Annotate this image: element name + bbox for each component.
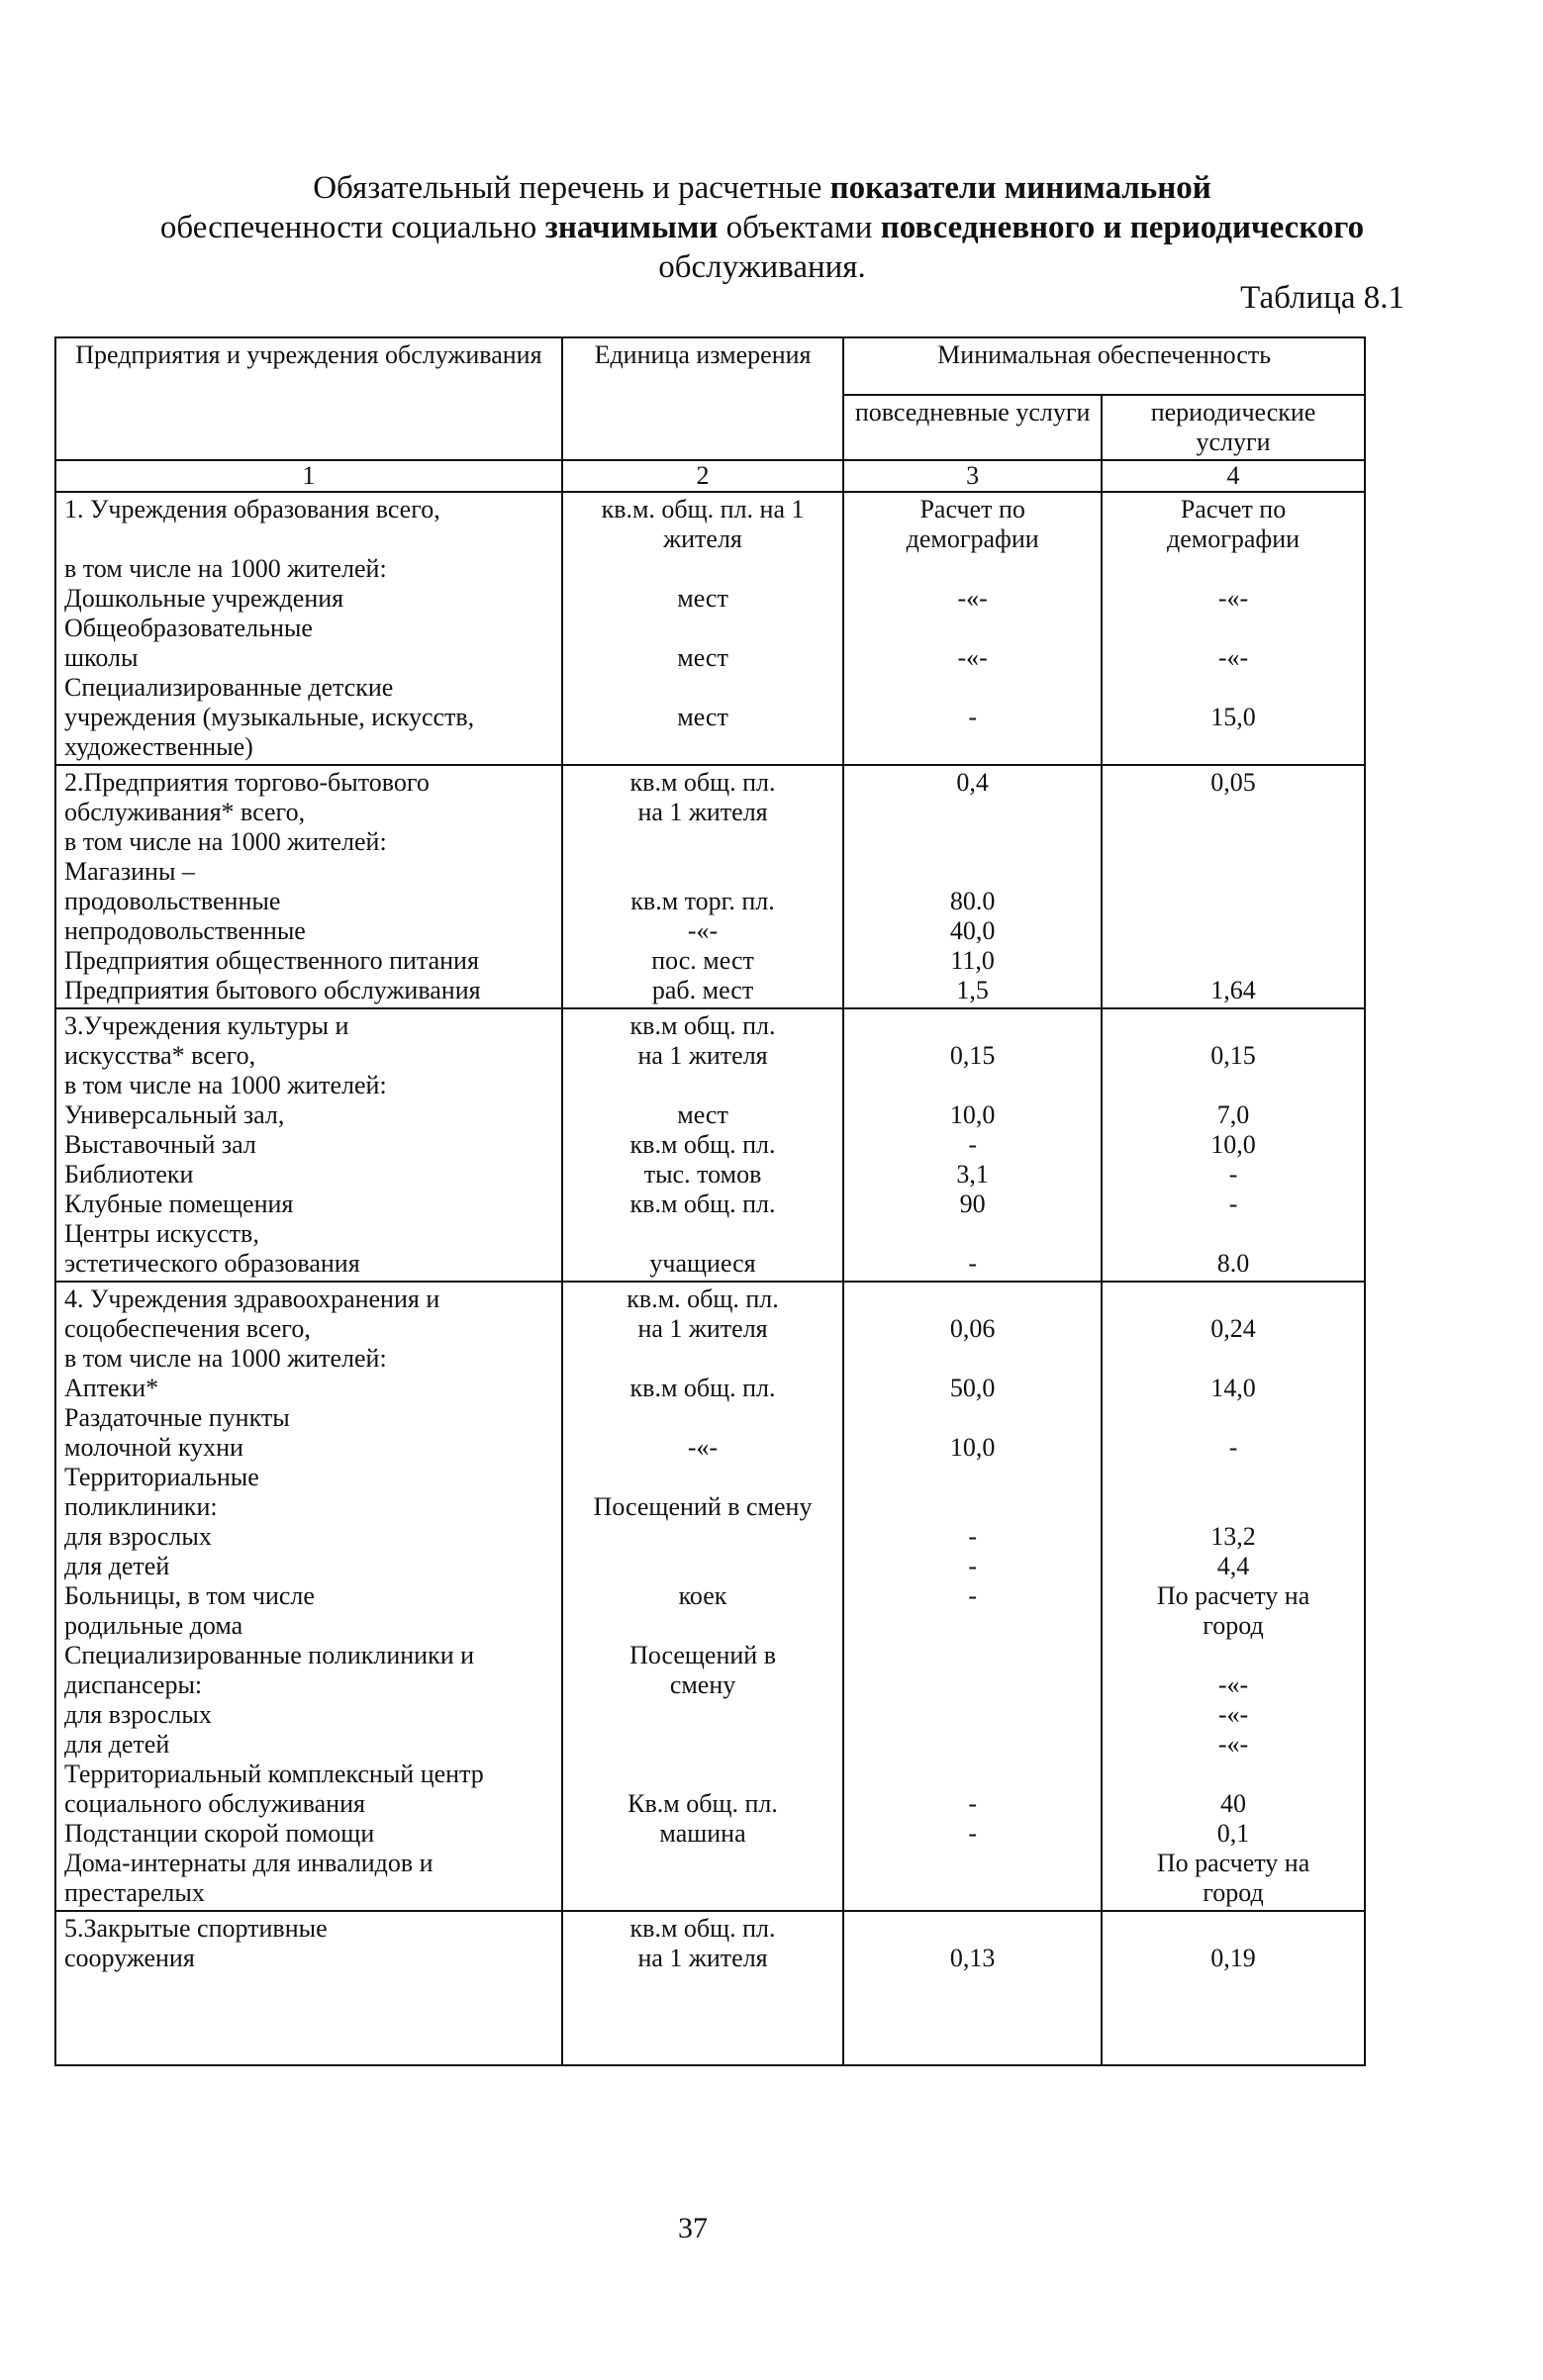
cell-line <box>571 1611 834 1641</box>
cell-line <box>1110 1285 1356 1314</box>
cell-line: сооружения <box>64 1944 195 1972</box>
cell-line <box>1110 1914 1356 1944</box>
cell-line <box>852 1403 1093 1433</box>
cell-line: -«- <box>1217 584 1249 613</box>
cell-line: -«- <box>687 916 719 945</box>
cell-c2 <box>562 1911 843 2065</box>
cell-line: на 1 жителя <box>637 1944 768 1972</box>
cell-line: для детей <box>64 1730 170 1759</box>
cell-line <box>852 1641 1093 1670</box>
cell-line <box>852 1344 1093 1374</box>
cell-line <box>571 1700 834 1730</box>
cell-line: престарелых <box>64 1878 205 1907</box>
cell-line: демографии <box>906 524 1039 553</box>
cell-line: в том числе на 1000 жителей: <box>64 1344 387 1373</box>
cell-line <box>852 1730 1093 1760</box>
cell-line: обслуживания* всего, <box>64 798 306 826</box>
cell-line: 40 <box>1220 1789 1247 1818</box>
cell-line: на 1 жителя <box>637 1041 768 1070</box>
cell-line: 11,0 <box>950 946 995 975</box>
cell-line <box>571 614 834 643</box>
cell-line: в том числе на 1000 жителей: <box>64 554 387 583</box>
page-number: 37 <box>678 2212 708 2244</box>
cell-line: жителя <box>663 524 742 553</box>
cell-line: -«- <box>957 584 988 613</box>
cell-line <box>1110 732 1356 762</box>
document-title <box>79 168 1445 287</box>
cell-line: Центры искусств, <box>64 1219 259 1248</box>
cell-line <box>571 1760 834 1789</box>
title-line2-bold2: повседневного и периодического <box>880 210 1365 245</box>
title-line2-bold1: значимыми <box>544 210 719 245</box>
cell-line <box>571 827 834 857</box>
cell-line: на 1 жителя <box>637 1314 768 1343</box>
cell-line: Дома-интернаты для инвалидов и <box>64 1849 434 1877</box>
cell-c4 <box>1102 765 1365 1008</box>
cell-line: продовольственные <box>64 887 281 915</box>
cell-c4 <box>1102 492 1365 765</box>
cell-line: 0,06 <box>949 1314 996 1343</box>
cell-line <box>852 798 1093 827</box>
cell-line <box>571 1522 834 1552</box>
cell-line <box>1110 614 1356 643</box>
cell-line: Магазины – <box>64 857 195 886</box>
cell-line: для взрослых <box>64 1522 212 1551</box>
cell-line: молочной кухни <box>64 1433 243 1462</box>
cell-line: 4. Учреждения здравоохранения и <box>64 1285 440 1313</box>
cell-line: 15,0 <box>1210 703 1256 731</box>
cell-line: кв.м общ. пл. <box>629 1130 776 1159</box>
cell-line <box>1110 1463 1356 1492</box>
cell-line: Больницы, в том числе <box>64 1581 315 1610</box>
cell-line <box>852 1071 1093 1100</box>
cell-line: пос. мест <box>651 946 754 975</box>
cell-line: школы <box>64 643 139 672</box>
cell-line: - <box>968 1522 977 1551</box>
title-line1-bold: показатели минимальной <box>829 170 1211 206</box>
cell-line: -«- <box>687 1433 719 1462</box>
cell-c1 <box>55 765 562 1008</box>
cell-line <box>852 1463 1093 1492</box>
cell-line: для детей <box>64 1552 170 1580</box>
cell-line: Территориальный комплексный центр <box>64 1760 484 1788</box>
cell-line <box>571 1403 834 1433</box>
cell-line: город <box>1203 1611 1264 1640</box>
cell-line <box>852 1849 1093 1878</box>
cell-line: Предприятия общественного питания <box>64 946 479 975</box>
cell-line <box>852 1011 1093 1041</box>
cell-line <box>1110 1403 1356 1433</box>
cell-line: -«- <box>957 643 988 672</box>
cell-c3 <box>843 1282 1102 1911</box>
cell-c3 <box>843 765 1102 1008</box>
header-col2: Единица измерения <box>562 337 843 460</box>
cell-line: в том числе на 1000 жителей: <box>64 827 387 856</box>
cell-line: кв.м. общ. пл. <box>627 1285 779 1313</box>
header-group: Минимальная обеспеченность <box>843 337 1365 395</box>
cell-line <box>1110 857 1356 887</box>
cell-line <box>1110 798 1356 827</box>
cell-line <box>1110 1641 1356 1670</box>
cell-line <box>571 1463 834 1492</box>
cell-line <box>1110 554 1356 584</box>
cell-line <box>64 524 553 554</box>
cell-line: - <box>1228 1433 1238 1462</box>
cell-line: Универсальный зал, <box>64 1100 285 1129</box>
cell-line: город <box>1203 1878 1264 1907</box>
cell-line: демографии <box>1166 524 1301 553</box>
cell-line: кв.м. общ. пл. на 1 <box>601 495 805 524</box>
cell-line: 0,15 <box>949 1041 996 1070</box>
cell-line: Посещений в <box>629 1641 776 1669</box>
cell-c1 <box>55 1282 562 1911</box>
cell-line <box>571 1849 834 1878</box>
cell-line: непродовольственные <box>64 916 306 945</box>
cell-line: Специализированные поликлиники и <box>64 1641 475 1669</box>
title-line1-plain: Обязательный перечень и расчетные <box>313 170 830 206</box>
cell-line <box>852 1760 1093 1789</box>
cell-line: машина <box>659 1819 746 1848</box>
cell-line: 8.0 <box>1216 1249 1250 1278</box>
cell-line <box>1110 1760 1356 1789</box>
cell-line: тыс. томов <box>643 1160 762 1189</box>
cell-line: - <box>1228 1190 1238 1218</box>
cell-line <box>852 1285 1093 1314</box>
cell-line: Выставочный зал <box>64 1130 256 1159</box>
cell-line: 2.Предприятия торгово-бытового <box>64 768 430 797</box>
cell-line: Общеобразовательные <box>64 614 313 642</box>
cell-line: 0,15 <box>1210 1041 1256 1070</box>
cell-line: Аптеки* <box>64 1374 159 1402</box>
cell-line: Дошкольные учреждения <box>64 584 344 613</box>
cell-c2 <box>562 1282 843 1911</box>
cell-line: смену <box>669 1670 736 1699</box>
provision-table <box>54 336 1366 2066</box>
cell-line <box>852 554 1093 584</box>
cell-line: 3.Учреждения культуры и <box>64 1011 349 1040</box>
cell-line: 0,13 <box>949 1944 996 1972</box>
cell-line <box>1110 946 1356 976</box>
cell-line: - <box>968 1249 977 1278</box>
cell-line: -«- <box>1217 1700 1249 1729</box>
cell-line: учреждения (музыкальные, искусств, <box>64 703 475 731</box>
table-row <box>55 1282 1365 1911</box>
cell-line <box>1110 1492 1356 1522</box>
cell-line: - <box>968 1581 977 1610</box>
cell-line: кв.м общ. пл. <box>629 768 776 797</box>
cell-line: - <box>968 1819 977 1848</box>
table-caption: Таблица 8.1 <box>1240 280 1404 316</box>
cell-line <box>852 1611 1093 1641</box>
cell-c1 <box>55 1911 562 2065</box>
col-number-3: 3 <box>843 460 1102 492</box>
cell-c2 <box>562 765 843 1008</box>
header-col3: повседневные услуги <box>843 395 1102 460</box>
cell-line <box>571 1878 834 1908</box>
cell-line: Расчет по <box>1180 495 1287 524</box>
cell-line: 7,0 <box>1216 1100 1250 1129</box>
cell-line: 0,05 <box>1210 768 1256 797</box>
cell-c3 <box>843 1911 1102 2065</box>
cell-line: - <box>968 703 977 731</box>
cell-line <box>1110 916 1356 946</box>
title-line2-plain1: обеспеченности социально <box>159 210 545 245</box>
cell-line: 1,64 <box>1210 976 1256 1004</box>
cell-line: социального обслуживания <box>64 1789 365 1818</box>
cell-line <box>852 1670 1093 1700</box>
cell-line <box>571 732 834 762</box>
cell-line: эстетического образования <box>64 1249 360 1278</box>
cell-line: 5.Закрытые спортивные <box>64 1914 328 1943</box>
title-line3: обслуживания. <box>658 249 866 285</box>
cell-line <box>571 1344 834 1374</box>
cell-line: 14,0 <box>1210 1374 1256 1402</box>
cell-line <box>1110 1219 1356 1249</box>
cell-line: - <box>1228 1160 1238 1189</box>
cell-line: 13,2 <box>1210 1522 1256 1551</box>
cell-line: 0,24 <box>1210 1314 1256 1343</box>
col-number-1: 1 <box>55 460 562 492</box>
cell-line <box>571 1552 834 1581</box>
cell-line: -«- <box>1217 1730 1249 1759</box>
title-line2-plain2: объектами <box>718 210 881 245</box>
cell-line: коек <box>678 1581 727 1610</box>
cell-line: 1,5 <box>956 976 989 1004</box>
cell-line: мест <box>677 1100 728 1129</box>
cell-line: мест <box>677 584 728 613</box>
cell-line: 0,4 <box>956 768 989 797</box>
cell-c4 <box>1102 1008 1365 1282</box>
cell-line <box>571 554 834 584</box>
cell-line: 10,0 <box>949 1100 996 1129</box>
table-row <box>55 765 1365 1008</box>
cell-line: Раздаточные пункты <box>64 1403 290 1432</box>
cell-line <box>1110 1071 1356 1100</box>
cell-line <box>1110 673 1356 703</box>
cell-line: Посещений в смену <box>593 1492 813 1521</box>
cell-line <box>852 1878 1093 1908</box>
cell-c1 <box>55 492 562 765</box>
header-col1: Предприятия и учреждения обслуживания <box>55 337 562 460</box>
cell-line <box>571 1730 834 1760</box>
cell-line: Предприятия бытового обслуживания <box>64 976 481 1004</box>
cell-line: 3,1 <box>956 1160 989 1189</box>
cell-line: Расчет по <box>919 495 1025 524</box>
table-row <box>55 1911 1365 2065</box>
cell-line <box>852 614 1093 643</box>
cell-line <box>1110 887 1356 916</box>
cell-line <box>852 1700 1093 1730</box>
cell-line: кв.м общ. пл. <box>629 1374 776 1402</box>
cell-line: Специализированные детские <box>64 673 394 702</box>
col-number-2: 2 <box>562 460 843 492</box>
cell-line: 40,0 <box>949 916 996 945</box>
cell-line: Территориальные <box>64 1463 259 1491</box>
cell-line <box>852 1914 1093 1944</box>
cell-line: диспансеры: <box>64 1670 203 1699</box>
col-number-4: 4 <box>1102 460 1365 492</box>
cell-line: учащиеся <box>649 1249 756 1278</box>
cell-line: 90 <box>959 1190 986 1218</box>
cell-line: для взрослых <box>64 1700 212 1729</box>
cell-line <box>571 1071 834 1100</box>
table-row <box>55 1008 1365 1282</box>
cell-line: По расчету на <box>1156 1581 1310 1610</box>
cell-line: художественные) <box>64 732 253 761</box>
cell-line: 10,0 <box>1210 1130 1256 1159</box>
cell-line: 50,0 <box>949 1374 996 1402</box>
cell-c3 <box>843 492 1102 765</box>
cell-line: мест <box>677 643 728 672</box>
cell-line: Кв.м общ. пл. <box>627 1789 778 1818</box>
cell-line <box>571 673 834 703</box>
table-body <box>55 492 1365 2065</box>
cell-line: Библиотеки <box>64 1160 194 1189</box>
cell-line: 0,1 <box>1216 1819 1250 1848</box>
cell-line: в том числе на 1000 жителей: <box>64 1071 387 1099</box>
cell-line: соцобеспечения всего, <box>64 1314 311 1343</box>
cell-line: 80.0 <box>949 887 996 915</box>
cell-line: По расчету на <box>1156 1849 1310 1877</box>
cell-c2 <box>562 1008 843 1282</box>
cell-line: 10,0 <box>949 1433 996 1462</box>
cell-line <box>852 1219 1093 1249</box>
cell-line: мест <box>677 703 728 731</box>
cell-line: родильные дома <box>64 1611 243 1640</box>
cell-line: - <box>968 1552 977 1580</box>
cell-line: -«- <box>1217 1670 1249 1699</box>
cell-line: искусства* всего, <box>64 1041 256 1070</box>
cell-c4 <box>1102 1911 1365 2065</box>
cell-line: кв.м общ. пл. <box>629 1914 776 1943</box>
cell-line: кв.м торг. пл. <box>630 887 775 915</box>
cell-line: раб. мест <box>651 976 754 1004</box>
cell-line <box>852 857 1093 887</box>
cell-line: - <box>968 1789 977 1818</box>
cell-c2 <box>562 492 843 765</box>
cell-line: Клубные помещения <box>64 1190 294 1218</box>
cell-c1 <box>55 1008 562 1282</box>
cell-line: 1. Учреждения образования всего, <box>64 495 440 524</box>
cell-line <box>1110 1344 1356 1374</box>
cell-line <box>1110 1011 1356 1041</box>
table-row <box>55 492 1365 765</box>
cell-line <box>852 732 1093 762</box>
cell-line <box>852 827 1093 857</box>
cell-line: 4,4 <box>1216 1552 1250 1580</box>
cell-c4 <box>1102 1282 1365 1911</box>
cell-line: на 1 жителя <box>637 798 768 826</box>
cell-line: поликлиники: <box>64 1492 218 1521</box>
cell-line: кв.м общ. пл. <box>629 1011 776 1040</box>
cell-line: Подстанции скорой помощи <box>64 1819 375 1848</box>
cell-line: -«- <box>1217 643 1249 672</box>
cell-line: кв.м общ. пл. <box>629 1190 776 1218</box>
cell-line <box>571 857 834 887</box>
cell-line: 0,19 <box>1210 1944 1256 1972</box>
cell-line <box>852 1492 1093 1522</box>
cell-line <box>1110 827 1356 857</box>
header-col4: периодические услуги <box>1102 395 1365 460</box>
cell-line <box>571 1219 834 1249</box>
cell-c3 <box>843 1008 1102 1282</box>
cell-line <box>852 673 1093 703</box>
cell-line: - <box>968 1130 977 1159</box>
